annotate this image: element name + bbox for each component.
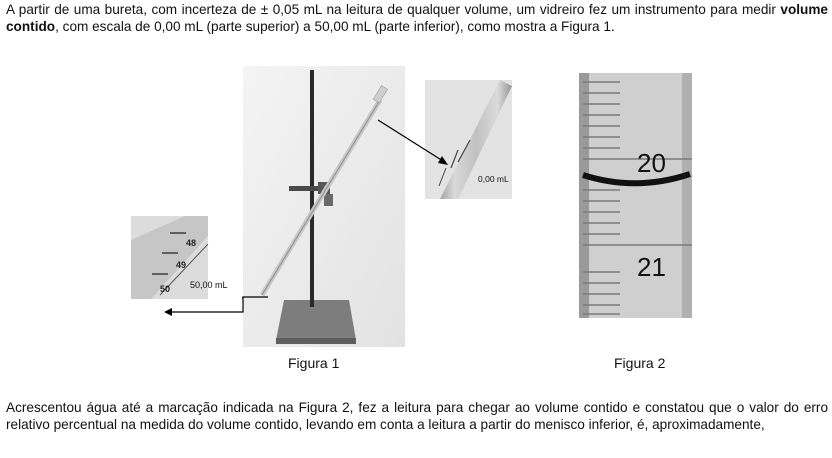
- figure2-caption: Figura 2: [614, 355, 666, 371]
- question-line-3: aproximadamente,: [652, 417, 765, 432]
- zoom-tick-50: 50: [160, 284, 171, 294]
- zoom-tick-49: 49: [176, 260, 187, 270]
- zoom-tick-48: 48: [186, 238, 197, 248]
- intro-bold-term: volume contido: [6, 2, 828, 34]
- intro-line-1: A partir de uma bureta, com incerteza de ± 0,05 mL na leitura de qualquer volume, um vidreiro fez um instrumento para: [6, 2, 738, 17]
- intro-line-2-pre: medir: [741, 2, 781, 17]
- figure1-zoom-top: [425, 80, 512, 199]
- question-paragraph: [6, 399, 828, 433]
- figure2-label-20: 20: [637, 148, 666, 178]
- intro-line-2-post: , com escala de 0,00 mL (parte superior) a 50,00 mL (parte inferior), como mostra a Figura 1.: [55, 19, 615, 34]
- figure2-photo: [579, 73, 692, 318]
- figure2-label-21: 21: [637, 252, 666, 282]
- figure1-photo: [243, 66, 405, 347]
- question-line-1: Acrescentou água até a marcação indicada na Figura 2, fez a leitura para chegar ao volume contido e constatou que o: [6, 400, 745, 415]
- zoom-bottom-label: 50,00 mL: [190, 280, 228, 290]
- zoom-top-label: 0,00 mL: [478, 174, 509, 184]
- figure1-caption: Figura 1: [288, 355, 340, 371]
- question-line-2: valor do erro relativo percentual na medida do volume contido, levando em conta a leitura a partir do menisco inferior, é,: [6, 400, 829, 432]
